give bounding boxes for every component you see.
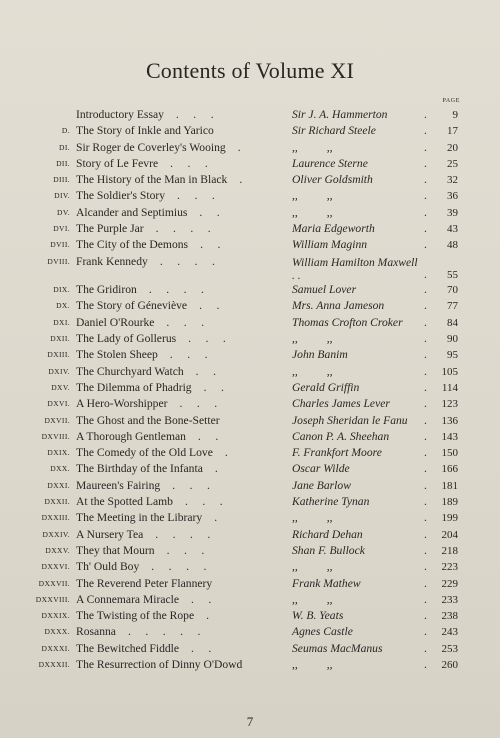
entry-page: 114 (441, 381, 458, 394)
entry-author: Oliver Goldsmith (292, 173, 373, 187)
entry-title (76, 298, 219, 314)
entry-title (76, 494, 223, 510)
entry-title-text: Daniel O'Rourke (76, 315, 155, 329)
entry-leader-dots: . . . (179, 397, 218, 411)
entry-leader-dots: . . (197, 429, 219, 443)
entry-author: ,, ,, (292, 592, 333, 606)
entry-number: DI. (59, 142, 70, 152)
entry-leader-dots: . (206, 609, 210, 623)
entry-number: DII. (56, 158, 70, 168)
page-leader-dot: . (424, 560, 427, 574)
entry-number: DXXXI. (41, 643, 70, 653)
entry-title (76, 237, 220, 253)
toc-entry (0, 380, 500, 396)
entry-author: Canon P. A. Sheehan (292, 429, 390, 443)
entry-number: DXXV. (45, 545, 70, 555)
entry-number: DXX. (50, 464, 70, 474)
entry-page: 105 (441, 365, 458, 378)
page-leader-dot: . (424, 609, 427, 623)
entry-title-text: The City of the Demons (76, 238, 189, 252)
page-leader-dot: . (424, 173, 427, 187)
page-leader-dot: . (424, 641, 427, 655)
page-leader-dot: . (424, 446, 427, 460)
entry-title (76, 510, 217, 526)
entry-page: 218 (441, 544, 458, 557)
entry-author: Jane Barlow (292, 478, 351, 492)
entry-number: DXVII. (44, 415, 70, 425)
entry-title-text: Th' Ould Boy (76, 560, 140, 574)
entry-title-text: The Stolen Sheep (76, 348, 158, 362)
toc-entry (0, 107, 500, 123)
page-leader-dot: . (424, 495, 427, 509)
page-leader-dot: . (424, 625, 427, 639)
entry-page: 9 (452, 109, 458, 121)
entry-page: 84 (447, 316, 458, 329)
entry-title (76, 657, 254, 673)
entry-number: DIX. (53, 285, 70, 295)
entry-number: DX. (56, 301, 70, 311)
toc-entry (0, 478, 500, 494)
entry-leader-dots: . . . (172, 478, 210, 492)
page-title: Contents of Volume XI (145, 58, 355, 83)
toc-entry (0, 315, 500, 331)
entry-leader-dots: . . . . (151, 560, 207, 574)
entry-title-text: The Resurrection of Dinny O'Dowd (76, 658, 243, 671)
entry-number: D. (61, 126, 70, 136)
entry-title-text: The Story of Inkle and Yarico (76, 124, 214, 138)
entry-author: Seumas MacManus (292, 641, 383, 655)
entry-number: DXXIV. (42, 529, 70, 539)
entry-number: DIII. (53, 175, 70, 185)
entry-number: DXXIX. (41, 611, 70, 621)
page-leader-dot: . (424, 462, 427, 476)
entry-author: Gerald Griffin (292, 380, 360, 394)
entry-title-text: The Story of Géneviève (76, 299, 188, 313)
toc-entry (0, 282, 500, 298)
entry-title (76, 461, 218, 477)
entry-page: 25 (447, 157, 458, 170)
entry-page: 181 (441, 479, 458, 492)
entry-leader-dots: . . . (166, 543, 205, 557)
entry-title-text: A Hero-Worshipper (76, 397, 168, 411)
entry-author: ,, ,, (292, 364, 333, 378)
entry-leader-dots: . . . . . (127, 625, 201, 639)
entry-number: DVIII. (47, 256, 70, 266)
entry-author: Samuel Lover (292, 283, 357, 297)
entry-leader-dots: . . . (166, 315, 205, 329)
toc-entry (0, 413, 500, 429)
page-leader-dot: . (424, 543, 427, 557)
entry-title-text: The History of the Man in Black (76, 173, 228, 187)
entry-number: DXXII. (44, 497, 70, 507)
entry-leader-dots: . (237, 140, 241, 154)
toc-entry (0, 608, 500, 624)
entry-number: DV. (57, 207, 70, 217)
entry-author: Agnes Castle (292, 625, 353, 639)
entry-leader-dots: . . . (177, 189, 215, 203)
entry-number: DXXXII. (38, 660, 70, 669)
toc-entry (0, 494, 500, 510)
entry-author: Joseph Sheridan le Fanu (292, 413, 408, 427)
toc-entry (0, 657, 500, 673)
entry-title-text: Sir Roger de Coverley's Wooing (76, 140, 226, 154)
page-leader-dot: . (424, 511, 427, 525)
entry-leader-dots: . . (191, 641, 212, 655)
entry-author: Sir J. A. Hammerton (292, 108, 388, 121)
entry-leader-dots: . . . (170, 156, 208, 170)
entry-author: F. Frankfort Moore (292, 446, 382, 460)
page-leader-dot: . (424, 238, 427, 252)
page-leader-dot: . (424, 413, 427, 427)
toc-entry (0, 237, 500, 253)
entry-title (76, 527, 210, 543)
entry-title-text: Alcander and Septimius (76, 205, 188, 219)
entry-number: DXXVII. (38, 578, 70, 588)
entry-leader-dots: . . (195, 364, 216, 378)
toc-entry (0, 156, 500, 172)
entry-title-text: The Dilemma of Phadrig (76, 380, 192, 394)
entry-number: DXXIII. (41, 513, 70, 523)
entry-number: DXIX. (47, 448, 70, 458)
entry-title-text: The Comedy of the Old Love (76, 446, 213, 460)
entry-number: DXXI. (47, 480, 70, 490)
page-leader-dot: . (424, 108, 427, 121)
entry-page: 143 (441, 430, 458, 443)
page-leader-dot: . (424, 592, 427, 606)
entry-page: 70 (447, 284, 458, 297)
toc-entry (0, 576, 500, 592)
page-leader-dot: . (424, 205, 427, 219)
entry-page: 243 (441, 626, 458, 639)
entry-page: 123 (441, 398, 458, 411)
entry-page: 43 (447, 223, 458, 236)
entry-title (76, 624, 200, 640)
entry-page: 166 (441, 463, 458, 476)
page-leader-dot: . (424, 156, 427, 170)
entry-title (76, 156, 208, 172)
entry-page: 238 (441, 610, 458, 623)
entry-title (76, 592, 211, 608)
toc-entry (0, 254, 500, 283)
entry-page: 189 (441, 496, 458, 509)
entry-page: 223 (441, 561, 458, 574)
entry-title (76, 254, 215, 270)
page-leader-dot: . (424, 189, 427, 203)
entry-leader-dots: . (214, 511, 218, 525)
entry-title (76, 576, 224, 592)
entry-title-text: The Churchyard Watch (76, 364, 184, 378)
page-leader-dot: . (424, 283, 427, 297)
entry-title (76, 396, 217, 412)
entry-title-text: The Ghost and the Bone-Setter (76, 413, 220, 427)
entry-leader-dots: . . . . (148, 283, 204, 297)
toc-entry (0, 188, 500, 204)
entry-title-text: Story of Le Fevre (76, 156, 159, 170)
entry-author: Shan F. Bullock (292, 543, 365, 557)
entry-leader-dots: . (214, 462, 218, 476)
entry-title-text: The Lady of Gollerus (76, 332, 177, 346)
page-leader-dot: . (424, 478, 427, 492)
entry-leader-dots: . . . . (155, 527, 211, 541)
entry-number: DXXVIII. (35, 594, 70, 604)
page-leader-dot: . (424, 299, 427, 313)
entry-title-text: They that Mourn (76, 543, 155, 557)
entry-author: John Banim (292, 348, 348, 362)
entry-title-text: The Purple Jar (76, 222, 144, 236)
entry-title-text: The Soldier's Story (76, 189, 166, 203)
entry-page: 136 (441, 414, 458, 427)
entry-page: 77 (447, 300, 458, 313)
entry-title (76, 364, 216, 380)
entry-leader-dots: . . . (184, 495, 223, 509)
entry-leader-dots: . . . . (155, 222, 211, 236)
entry-author: Mrs. Anna Jameson (292, 299, 385, 313)
toc-entry (0, 123, 500, 139)
entry-title (76, 347, 207, 363)
toc-entry (0, 559, 500, 575)
page-leader-dot: . (424, 315, 427, 329)
entry-author: ,, ,, (292, 189, 333, 203)
entry-title (76, 559, 206, 575)
page-leader-dot: . (424, 222, 427, 236)
entry-title-text: The Bewitched Fiddle (76, 641, 180, 655)
entry-page: 95 (447, 349, 458, 362)
entry-title-text: Introductory Essay (76, 108, 164, 121)
entry-leader-dots: . . (203, 380, 224, 394)
toc-entry (0, 364, 500, 380)
entry-number: DXV. (51, 382, 70, 392)
entry-title-text: The Gridiron (76, 283, 137, 297)
toc-entry (0, 641, 500, 657)
entry-title-text: A Nursery Tea (76, 527, 144, 541)
entry-author: Charles James Lever (292, 397, 390, 411)
entry-page: 20 (447, 141, 458, 154)
entry-author: ,, ,, (292, 658, 333, 671)
page-leader-dot: . (424, 348, 427, 362)
entry-title (76, 429, 218, 445)
entry-title (76, 315, 204, 331)
page-leader-dot: . (424, 140, 427, 154)
entry-author: Sir Richard Steele (292, 124, 376, 138)
entry-leader-dots: . . (191, 592, 212, 606)
page-leader-dot: . (424, 397, 427, 411)
entry-leader-dots: . (239, 173, 243, 187)
entry-leader-dots: . . . (169, 348, 208, 362)
entry-title-text: Rosanna (76, 625, 116, 639)
entry-author: William Maginn (292, 238, 368, 252)
entry-leader-dots: . . . . (159, 254, 215, 268)
entry-title (76, 205, 220, 221)
toc-entry (0, 429, 500, 445)
entry-title (76, 123, 226, 139)
entry-page: 55 (447, 268, 458, 281)
entry-page: 229 (441, 577, 458, 590)
entry-title (76, 172, 242, 188)
entry-title (76, 282, 204, 298)
page-number: 7 (246, 714, 254, 729)
entry-title-text: Maureen's Fairing (76, 478, 161, 492)
entry-leader-dots: . . (199, 299, 220, 313)
entry-leader-dots: . (224, 446, 228, 460)
entry-author: ,, ,, (292, 332, 333, 346)
entry-title (76, 478, 210, 494)
entry-author: ,, ,, (292, 511, 333, 525)
entry-title-text: The Twisting of the Rope (76, 609, 195, 623)
entry-page: 260 (441, 659, 458, 671)
entry-author: Laurence Sterne (292, 156, 368, 170)
entry-author: Frank Mathew (292, 576, 361, 590)
entry-title-text: The Birthday of the Infanta (76, 462, 203, 476)
entry-leader-dots: . . . (188, 332, 226, 346)
entry-number: DXVIII. (41, 431, 70, 441)
entry-title-text: The Meeting in the Library (76, 511, 203, 525)
toc-entry (0, 140, 500, 156)
entry-author: W. B. Yeats (292, 609, 344, 623)
entry-title (76, 380, 224, 396)
toc-entry (0, 592, 500, 608)
toc-entry (0, 461, 500, 477)
entry-author: William Hamilton Maxwell . . (292, 255, 418, 282)
toc-entry (0, 205, 500, 221)
entry-page: 48 (447, 239, 458, 252)
entry-number: DVI. (53, 224, 70, 234)
toc-entry (0, 221, 500, 237)
entry-number: DXII. (50, 334, 70, 344)
entry-number: DXXVI. (41, 562, 70, 572)
entry-page: 32 (447, 174, 458, 187)
entry-title (76, 413, 232, 429)
toc-entry (0, 347, 500, 363)
page-leader-dot: . (424, 576, 427, 590)
page-leader-dot: . (424, 380, 427, 394)
entry-page: 150 (441, 447, 458, 460)
entry-title (76, 543, 204, 559)
entry-title (76, 608, 209, 624)
entry-title-text: At the Spotted Lamb (76, 495, 173, 509)
entry-title (76, 331, 226, 347)
entry-author: ,, ,, (292, 205, 333, 219)
entry-number: DVII. (50, 240, 70, 250)
entry-number: DXVI. (47, 399, 70, 409)
toc-entry (0, 298, 500, 314)
entry-page: 90 (447, 333, 458, 346)
entry-page: 39 (447, 206, 458, 219)
entry-title (76, 641, 211, 657)
entry-number: DXIII. (47, 350, 70, 360)
toc-entry (0, 172, 500, 188)
entry-page: 253 (441, 642, 458, 655)
entry-page: 17 (447, 125, 458, 138)
entry-author: Richard Dehan (292, 527, 363, 541)
page-leader-dot: . (424, 527, 427, 541)
entry-title-text: Frank Kennedy (76, 254, 148, 268)
toc-entry (0, 445, 500, 461)
entry-page: 204 (441, 528, 458, 541)
entry-leader-dots: . . (199, 205, 220, 219)
page-leader-dot: . (424, 364, 427, 378)
entry-title-text: A Thorough Gentleman (76, 429, 186, 443)
entry-author: Maria Edgeworth (292, 222, 375, 236)
entry-number: DXIV. (48, 366, 70, 376)
page-leader-dot: . (424, 332, 427, 346)
toc-entry (0, 624, 500, 640)
toc-entry (0, 510, 500, 526)
entry-page: 199 (441, 512, 458, 525)
entry-leader-dots: . . . (175, 108, 214, 121)
page-leader-dot: . (424, 429, 427, 443)
entry-author: ,, ,, (292, 140, 333, 154)
entry-author: Oscar Wilde (292, 462, 350, 476)
toc-entry (0, 527, 500, 543)
toc-entry (0, 396, 500, 412)
page-leader-dot: . (424, 658, 427, 671)
page-leader-dot: . (424, 124, 427, 138)
entry-page: 233 (441, 593, 458, 606)
page-leader-dot: . (424, 267, 427, 281)
entry-title-text: A Connemara Miracle (76, 592, 180, 606)
entry-number: DIV. (54, 191, 70, 201)
entry-page: 36 (447, 190, 458, 203)
entry-title (76, 445, 228, 461)
entry-title-text: The Reverend Peter Flannery (76, 576, 213, 590)
toc-entry (0, 543, 500, 559)
entry-number: DXXX. (44, 627, 70, 637)
entry-author: Thomas Crofton Croker (292, 315, 403, 329)
entry-leader-dots: . . (200, 238, 221, 252)
entry-number: DXI. (53, 317, 70, 327)
entry-title (76, 140, 241, 156)
entry-author: Katherine Tynan (292, 495, 370, 509)
entry-title (76, 221, 211, 237)
entry-title (76, 188, 215, 204)
toc-entry (0, 331, 500, 347)
table-of-contents (0, 107, 500, 673)
entry-title (76, 107, 214, 123)
page-column-header: PAGE (442, 98, 460, 104)
entry-author: ,, ,, (292, 560, 333, 574)
